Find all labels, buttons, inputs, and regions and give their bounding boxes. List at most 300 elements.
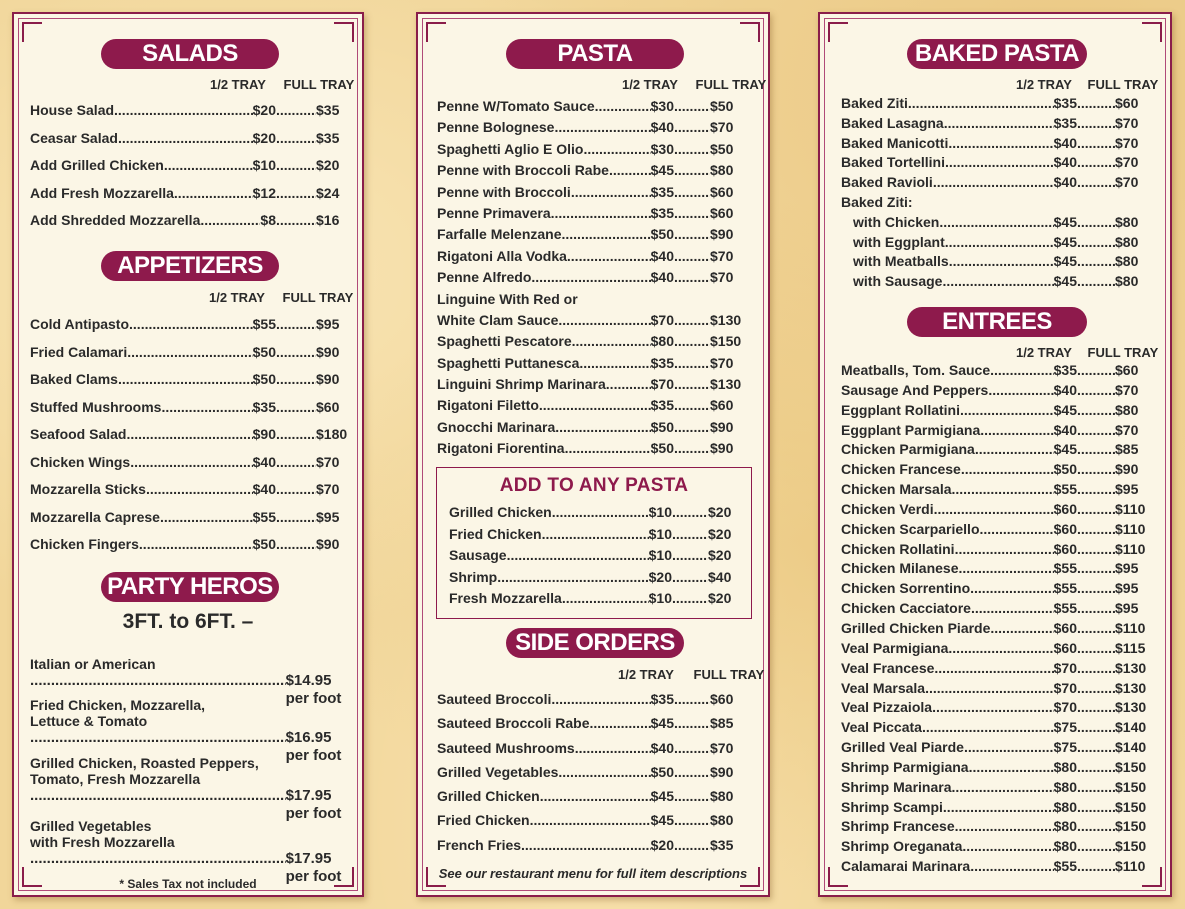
menu-item-row bbox=[437, 141, 742, 162]
full-tray-price: $150 bbox=[1115, 778, 1147, 795]
add-to-pasta-list bbox=[449, 504, 740, 612]
menu-item-name: Sauteed Mushrooms bbox=[437, 739, 575, 756]
dot-leader bbox=[590, 715, 651, 729]
menu-item-name: Chicken Fingers bbox=[30, 536, 139, 552]
dot-leader bbox=[944, 115, 1054, 129]
menu-item-row bbox=[30, 157, 348, 185]
dot-leader bbox=[1077, 95, 1115, 109]
dot-leader bbox=[552, 504, 649, 518]
dot-leader bbox=[555, 419, 650, 433]
dot-leader bbox=[276, 316, 316, 330]
dot-leader bbox=[539, 397, 651, 411]
dot-leader bbox=[672, 547, 708, 561]
menu-footnote: See our restaurant menu for full item descriptions bbox=[438, 866, 748, 881]
half-tray-price: $80 bbox=[650, 333, 674, 350]
menu-item-name: Penne Primavera bbox=[437, 204, 551, 221]
half-tray-price: $50 bbox=[650, 418, 674, 435]
dot-leader bbox=[674, 141, 710, 155]
full-tray-price: $70 bbox=[710, 269, 734, 286]
full-tray-price: $70 bbox=[1115, 114, 1139, 131]
add-to-pasta-title: ADD TO ANY PASTA bbox=[499, 475, 689, 496]
dot-leader bbox=[139, 536, 253, 550]
menu-item-name: Chicken Francese bbox=[841, 461, 961, 478]
menu-item-name: with Meatballs bbox=[853, 253, 949, 270]
menu-item-row bbox=[437, 764, 742, 788]
menu-item-name: Shrimp Francese bbox=[841, 818, 955, 835]
full-tray-price: $130 bbox=[710, 311, 742, 328]
full-tray-price: $24 bbox=[316, 184, 340, 201]
full-tray-price: $60 bbox=[710, 204, 734, 221]
dot-leader bbox=[126, 426, 252, 440]
half-tray-price: $60 bbox=[1053, 520, 1077, 537]
full-tray-price: $130 bbox=[710, 376, 742, 393]
dot-leader bbox=[1077, 580, 1115, 594]
dot-leader bbox=[943, 799, 1054, 813]
dot-leader bbox=[161, 399, 252, 413]
add-to-pasta-box bbox=[436, 467, 752, 619]
corner-ornament bbox=[828, 22, 848, 42]
dot-leader bbox=[1077, 402, 1115, 416]
half-tray-price: $70 bbox=[650, 311, 674, 328]
half-tray-price: $10 bbox=[648, 504, 672, 520]
menu-item-row bbox=[841, 759, 1147, 779]
menu-item-name: Add Fresh Mozzarella bbox=[30, 184, 174, 201]
full-tray-price: $60 bbox=[710, 691, 734, 707]
dot-leader bbox=[30, 787, 286, 804]
menu-item-row bbox=[841, 402, 1147, 422]
dot-leader bbox=[964, 739, 1054, 753]
menu-item-name: Baked Clams bbox=[30, 371, 118, 387]
dot-leader bbox=[595, 98, 651, 112]
full-tray-price: $90 bbox=[1115, 461, 1139, 478]
half-tray-header: 1/2 TRAY bbox=[618, 667, 674, 682]
side-orders-column-headers bbox=[618, 667, 764, 682]
dot-leader bbox=[674, 119, 710, 133]
menu-item-name: Fresh Mozzarella bbox=[449, 590, 562, 607]
menu-item-name: Shrimp Marinara bbox=[841, 778, 952, 795]
half-tray-price: $80 bbox=[1053, 778, 1077, 795]
full-tray-price: $70 bbox=[1115, 174, 1139, 191]
party-hero-name: Grilled Vegetables bbox=[30, 818, 152, 834]
dot-leader bbox=[276, 212, 316, 226]
menu-item-row bbox=[437, 355, 742, 376]
menu-item-row bbox=[841, 580, 1147, 600]
half-tray-price: $55 bbox=[1053, 858, 1077, 875]
dot-leader bbox=[130, 454, 252, 468]
half-tray-price: $75 bbox=[1053, 739, 1077, 756]
menu-item-row bbox=[437, 291, 742, 312]
party-hero-price: $17.95 per foot bbox=[285, 787, 342, 822]
dot-leader bbox=[579, 355, 650, 369]
menu-item-name: Fried Chicken bbox=[437, 812, 530, 829]
full-tray-price: $20 bbox=[316, 157, 340, 173]
half-tray-price: $50 bbox=[252, 536, 276, 552]
full-tray-header: FULL TRAY bbox=[283, 77, 355, 92]
menu-item-row bbox=[437, 788, 742, 812]
corner-ornament bbox=[1142, 22, 1162, 42]
dot-leader bbox=[1077, 441, 1115, 455]
dot-leader bbox=[932, 699, 1054, 713]
dot-leader bbox=[960, 402, 1054, 416]
menu-item-row bbox=[437, 162, 742, 183]
party-hero-item bbox=[30, 818, 348, 886]
half-tray-price: $45 bbox=[1053, 441, 1077, 458]
menu-item-name: Rigatoni Alla Vodka bbox=[437, 247, 567, 264]
menu-item-row bbox=[841, 858, 1147, 878]
dot-leader bbox=[1077, 640, 1115, 654]
dot-leader bbox=[276, 371, 316, 385]
full-tray-price: $70 bbox=[316, 453, 340, 470]
party-hero-name: Grilled Chicken, Roasted Peppers, bbox=[30, 755, 259, 771]
dot-leader bbox=[276, 399, 316, 413]
full-tray-header: FULL TRAY bbox=[695, 77, 767, 92]
dot-leader bbox=[606, 376, 651, 390]
full-tray-price: $20 bbox=[708, 547, 732, 564]
half-tray-price: $40 bbox=[1053, 174, 1077, 191]
dot-leader bbox=[674, 812, 710, 826]
appetizers-list bbox=[30, 316, 348, 564]
menu-item-name: Veal Marsala bbox=[841, 679, 926, 696]
half-tray-price: $40 bbox=[650, 247, 674, 264]
menu-item-name: Add Shredded Mozzarella bbox=[30, 212, 201, 228]
menu-item-name: Shrimp Oreganata bbox=[841, 838, 963, 855]
full-tray-price: $140 bbox=[1115, 719, 1147, 736]
dot-leader bbox=[129, 316, 253, 330]
dot-leader bbox=[30, 729, 286, 746]
menu-item-row bbox=[841, 501, 1147, 521]
dot-leader bbox=[672, 590, 708, 604]
menu-item-row bbox=[841, 441, 1147, 461]
full-tray-price: $40 bbox=[708, 568, 732, 585]
half-tray-price: $50 bbox=[1053, 461, 1077, 478]
party-heros-heading: PARTY HEROS bbox=[101, 572, 279, 602]
menu-item-name: Seafood Salad bbox=[30, 426, 127, 442]
menu-item-name: Add Grilled Chicken bbox=[30, 157, 164, 173]
half-tray-price: $80 bbox=[1053, 758, 1077, 775]
half-tray-price: $50 bbox=[650, 763, 674, 780]
dot-leader bbox=[565, 440, 651, 454]
dot-leader bbox=[1077, 461, 1115, 475]
menu-item-row bbox=[437, 205, 742, 226]
menu-item-row bbox=[841, 818, 1147, 838]
dot-leader bbox=[959, 560, 1054, 574]
dot-leader bbox=[1077, 560, 1115, 574]
dot-leader bbox=[939, 214, 1053, 228]
full-tray-price: $20 bbox=[708, 590, 732, 607]
dot-leader bbox=[933, 174, 1054, 188]
dot-leader bbox=[276, 426, 316, 440]
menu-item-row bbox=[437, 419, 742, 440]
corner-ornament bbox=[740, 22, 760, 42]
menu-item-row bbox=[841, 541, 1147, 561]
full-tray-price: $80 bbox=[1115, 253, 1139, 270]
dot-leader bbox=[1077, 135, 1115, 149]
full-tray-price: $130 bbox=[1115, 659, 1147, 676]
entrees-column-headers bbox=[1016, 345, 1158, 360]
half-tray-price: $40 bbox=[252, 453, 276, 470]
half-tray-price: $45 bbox=[1053, 401, 1077, 418]
dot-leader bbox=[674, 397, 710, 411]
menu-item-row bbox=[437, 837, 742, 861]
sales-tax-note: * Sales Tax not included bbox=[119, 877, 257, 891]
dot-leader bbox=[1077, 234, 1115, 248]
full-tray-price: $70 bbox=[710, 119, 734, 136]
full-tray-price: $110 bbox=[1115, 619, 1146, 636]
menu-item-name: Penne with Broccoli bbox=[437, 183, 571, 200]
dot-leader bbox=[674, 715, 710, 729]
full-tray-price: $80 bbox=[1115, 273, 1139, 290]
menu-item-name: Sauteed Broccoli bbox=[437, 691, 552, 707]
dot-leader bbox=[572, 333, 651, 347]
full-tray-price: $70 bbox=[1115, 421, 1139, 438]
menu-item-name: Cold Antipasto bbox=[30, 316, 130, 332]
menu-item-name: Baked Manicotti bbox=[841, 134, 949, 151]
dot-leader bbox=[609, 162, 651, 176]
half-tray-price: $30 bbox=[650, 98, 674, 114]
party-hero-price: $16.95 per foot bbox=[285, 729, 342, 764]
menu-item-name: Baked Ziti bbox=[841, 95, 908, 111]
menu-item-row bbox=[841, 660, 1147, 680]
full-tray-price: $110 bbox=[1115, 500, 1146, 517]
corner-ornament bbox=[22, 22, 42, 42]
menu-item-row bbox=[841, 362, 1147, 382]
dot-leader bbox=[970, 580, 1054, 594]
side-orders-heading: SIDE ORDERS bbox=[506, 628, 684, 658]
corner-ornament bbox=[426, 22, 446, 42]
menu-item-row bbox=[30, 130, 348, 158]
menu-item-name: with Sausage bbox=[853, 273, 943, 290]
half-tray-price: $35 bbox=[1053, 114, 1077, 131]
half-tray-price: $40 bbox=[1053, 154, 1077, 171]
full-tray-price: $95 bbox=[1115, 600, 1139, 617]
half-tray-price: $40 bbox=[1053, 134, 1077, 151]
full-tray-price: $90 bbox=[710, 763, 734, 780]
dot-leader bbox=[1077, 362, 1115, 376]
dot-leader bbox=[948, 640, 1053, 654]
full-tray-price: $180 bbox=[316, 426, 348, 442]
menu-item-row bbox=[437, 715, 742, 739]
dot-leader bbox=[971, 600, 1054, 614]
menu-item-name: with Eggplant bbox=[853, 233, 945, 250]
dot-leader bbox=[530, 812, 651, 826]
full-tray-price: $80 bbox=[1115, 213, 1139, 230]
dot-leader bbox=[674, 837, 710, 851]
menu-item-row bbox=[437, 740, 742, 764]
dot-leader bbox=[1077, 779, 1115, 793]
dot-leader bbox=[1077, 620, 1115, 634]
full-tray-price: $80 bbox=[1115, 233, 1139, 250]
menu-item-row bbox=[30, 481, 348, 509]
menu-item-row bbox=[437, 184, 742, 205]
menu-item-name: Meatballs, Tom. Sauce bbox=[841, 362, 991, 378]
menu-item-row bbox=[437, 397, 742, 418]
menu-item-name: Linguine With Red or bbox=[437, 290, 578, 307]
menu-item-row bbox=[841, 135, 1147, 155]
corner-ornament bbox=[334, 22, 354, 42]
menu-panel-left bbox=[12, 12, 364, 897]
dot-leader bbox=[551, 205, 651, 219]
menu-item-name: Veal Pizzaiola bbox=[841, 699, 933, 716]
full-tray-price: $70 bbox=[710, 354, 734, 371]
menu-item-name: Grilled Chicken Piarde bbox=[841, 619, 991, 636]
half-tray-price: $8 bbox=[260, 212, 276, 228]
full-tray-header: FULL TRAY bbox=[1087, 345, 1159, 360]
full-tray-price: $35 bbox=[316, 102, 340, 118]
menu-item-name: House Salad bbox=[30, 102, 115, 118]
dot-leader bbox=[962, 838, 1053, 852]
half-tray-price: $10 bbox=[648, 590, 672, 607]
appetizers-heading: APPETIZERS bbox=[101, 251, 279, 281]
half-tray-header: 1/2 TRAY bbox=[209, 290, 265, 305]
menu-item-row bbox=[841, 115, 1147, 135]
dot-leader bbox=[925, 680, 1054, 694]
menu-item-row bbox=[30, 399, 348, 427]
full-tray-price: $90 bbox=[710, 418, 734, 435]
menu-item-name: Sauteed Broccoli Rabe bbox=[437, 715, 590, 732]
menu-item-row bbox=[841, 600, 1147, 620]
half-tray-price: $70 bbox=[1053, 659, 1077, 676]
full-tray-price: $60 bbox=[1115, 95, 1139, 111]
dot-leader bbox=[1077, 858, 1115, 872]
menu-item-row bbox=[449, 504, 740, 526]
full-tray-price: $16 bbox=[316, 212, 340, 228]
dot-leader bbox=[674, 162, 710, 176]
dot-leader bbox=[674, 355, 710, 369]
half-tray-price: $45 bbox=[650, 162, 674, 179]
menu-item-row bbox=[841, 680, 1147, 700]
half-tray-header: 1/2 TRAY bbox=[1016, 345, 1072, 360]
dot-leader bbox=[558, 312, 650, 326]
menu-item-row bbox=[841, 214, 1147, 234]
dot-leader bbox=[1077, 273, 1115, 287]
dot-leader bbox=[1077, 600, 1115, 614]
full-tray-price: $70 bbox=[710, 247, 734, 264]
dot-leader bbox=[969, 759, 1054, 773]
menu-item-row bbox=[30, 316, 348, 344]
menu-item-name: Chicken Cacciatore bbox=[841, 600, 971, 617]
dot-leader bbox=[174, 185, 253, 199]
menu-item-row bbox=[437, 812, 742, 836]
menu-item-row bbox=[841, 174, 1147, 194]
full-tray-price: $70 bbox=[710, 739, 734, 756]
menu-item-row bbox=[437, 691, 742, 715]
full-tray-price: $60 bbox=[710, 183, 734, 200]
full-tray-price: $130 bbox=[1115, 679, 1147, 696]
dot-leader bbox=[276, 536, 316, 550]
dot-leader bbox=[990, 362, 1054, 376]
dot-leader bbox=[276, 157, 316, 171]
menu-item-name: Chicken Scarpariello bbox=[841, 520, 980, 537]
menu-item-name: Baked Ravioli bbox=[841, 174, 933, 191]
full-tray-price: $95 bbox=[316, 316, 340, 332]
full-tray-price: $50 bbox=[710, 98, 734, 114]
full-tray-price: $60 bbox=[1115, 362, 1139, 378]
dot-leader bbox=[1077, 422, 1115, 436]
menu-item-name: Grilled Chicken bbox=[449, 504, 552, 520]
dot-leader bbox=[567, 248, 651, 262]
full-tray-price: $95 bbox=[1115, 580, 1139, 597]
menu-item-row bbox=[437, 440, 742, 461]
menu-item-name: Baked Tortellini bbox=[841, 154, 945, 171]
menu-item-name: Chicken Verdi bbox=[841, 500, 934, 517]
full-tray-price: $95 bbox=[316, 508, 340, 525]
menu-item-row bbox=[841, 234, 1147, 254]
menu-item-name: Eggplant Rollatini bbox=[841, 401, 960, 418]
dot-leader bbox=[1077, 660, 1115, 674]
half-tray-price: $20 bbox=[650, 836, 674, 853]
half-tray-price: $35 bbox=[650, 354, 674, 371]
menu-item-name: Penne Bolognese bbox=[437, 119, 555, 136]
half-tray-price: $35 bbox=[650, 183, 674, 200]
half-tray-price: $45 bbox=[650, 788, 674, 805]
dot-leader bbox=[276, 102, 316, 116]
half-tray-price: $70 bbox=[650, 376, 674, 393]
half-tray-price: $80 bbox=[1053, 818, 1077, 835]
full-tray-price: $80 bbox=[710, 812, 734, 829]
dot-leader bbox=[980, 422, 1053, 436]
dot-leader bbox=[988, 382, 1053, 396]
baked-pasta-heading: BAKED PASTA bbox=[907, 39, 1087, 69]
full-tray-price: $150 bbox=[1115, 758, 1147, 775]
half-tray-price: $75 bbox=[1053, 719, 1077, 736]
dot-leader bbox=[164, 157, 253, 171]
menu-item-row bbox=[30, 212, 348, 240]
menu-item-name: with Chicken bbox=[853, 213, 940, 230]
menu-item-row bbox=[841, 560, 1147, 580]
dot-leader bbox=[948, 135, 1053, 149]
menu-item-row bbox=[30, 426, 348, 454]
full-tray-price: $35 bbox=[710, 836, 734, 853]
dot-leader bbox=[674, 691, 710, 705]
menu-item-name: Grilled Chicken bbox=[437, 788, 540, 805]
dot-leader bbox=[1077, 481, 1115, 495]
menu-item-name: Rigatoni Filetto bbox=[437, 397, 539, 414]
menu-item-row bbox=[437, 119, 742, 140]
party-hero-item bbox=[30, 755, 348, 823]
dot-leader bbox=[583, 141, 650, 155]
dot-leader bbox=[497, 569, 648, 583]
dot-leader bbox=[1077, 759, 1115, 773]
party-hero-name: Fried Chicken, Mozzarella, bbox=[30, 697, 206, 713]
dot-leader bbox=[952, 481, 1054, 495]
menu-item-name: Mozzarella Caprese bbox=[30, 508, 160, 525]
menu-item-name: Spaghetti Pescatore bbox=[437, 333, 572, 350]
full-tray-price: $130 bbox=[1115, 699, 1147, 716]
full-tray-price: $90 bbox=[316, 536, 340, 552]
menu-item-name: Chicken Rollatini bbox=[841, 540, 955, 557]
dot-leader bbox=[118, 371, 253, 385]
dot-leader bbox=[118, 130, 253, 144]
half-tray-price: $40 bbox=[252, 481, 276, 497]
dot-leader bbox=[1077, 382, 1115, 396]
menu-item-name: Stuffed Mushrooms bbox=[30, 398, 162, 415]
full-tray-price: $35 bbox=[316, 129, 340, 146]
full-tray-price: $150 bbox=[1115, 838, 1147, 855]
dot-leader bbox=[1077, 680, 1115, 694]
half-tray-price: $70 bbox=[1053, 699, 1077, 716]
half-tray-price: $55 bbox=[1053, 580, 1077, 597]
half-tray-price: $45 bbox=[1053, 273, 1077, 290]
menu-item-name: Sausage bbox=[449, 547, 507, 564]
menu-item-row bbox=[30, 344, 348, 372]
dot-leader bbox=[127, 344, 252, 358]
party-hero-price: $17.95 per foot bbox=[285, 850, 342, 885]
full-tray-price: $90 bbox=[316, 371, 340, 387]
half-tray-price: $35 bbox=[1053, 95, 1077, 111]
half-tray-price: $35 bbox=[650, 397, 674, 414]
appetizers-column-headers bbox=[209, 290, 353, 305]
dot-leader bbox=[571, 184, 651, 198]
